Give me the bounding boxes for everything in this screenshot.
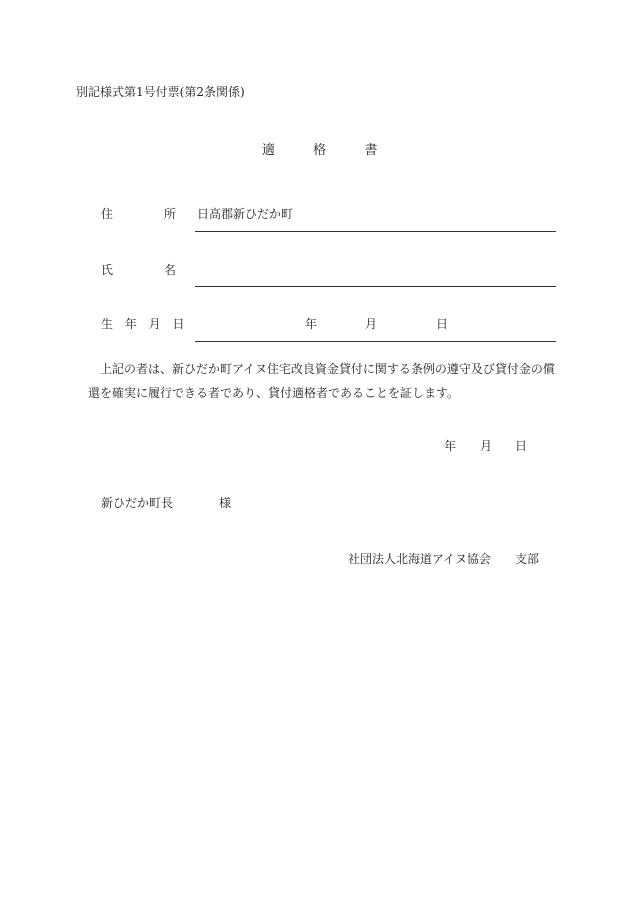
address-label-char-1: 住: [101, 207, 114, 221]
birthdate-label-char-1: 生: [101, 317, 114, 331]
addressee-title: 新ひだか町長: [101, 496, 174, 510]
name-label: [101, 264, 176, 276]
addressee-honorific: 様: [219, 496, 232, 510]
address-label: [101, 208, 176, 220]
title-char-2: 格: [313, 143, 327, 158]
birthdate-month-unit: 月: [365, 317, 378, 331]
document-title: [262, 144, 377, 157]
title-char-1: 適: [262, 143, 276, 158]
name-underline: [195, 286, 556, 287]
issuer-organization: 社団法人北海道アイヌ協会: [348, 552, 491, 566]
birthdate-label: [101, 318, 185, 330]
certification-paragraph: 上記の者は、新ひだか町アイヌ住宅改良資金貸付に関する条例の遵守及び貸付金の償還を確実に履行できる者であり、貸付適格者であることを証します。: [88, 362, 555, 400]
address-value: 日高郡新ひだか町: [197, 207, 294, 221]
title-char-3: 書: [364, 143, 378, 158]
birthdate-year-unit: 年: [305, 317, 318, 331]
address-label-char-2: 所: [163, 207, 176, 221]
issuer-branch: 支部: [515, 552, 540, 566]
birthdate-label-char-3: 月: [148, 317, 161, 331]
issue-day-unit: 日: [515, 439, 528, 453]
birthdate-underline: [195, 341, 556, 342]
birthdate-label-char-2: 年: [124, 317, 137, 331]
name-label-char-1: 氏: [101, 263, 114, 277]
name-label-char-2: 名: [163, 263, 176, 277]
issue-month-unit: 月: [480, 439, 493, 453]
issue-year-unit: 年: [444, 439, 457, 453]
certification-text: [88, 357, 558, 405]
form-label: 別記様式第1号付票(第2条関係): [76, 85, 245, 99]
birthdate-day-unit: 日: [436, 317, 449, 331]
birthdate-label-char-4: 日: [172, 317, 185, 331]
address-underline: [195, 231, 556, 232]
